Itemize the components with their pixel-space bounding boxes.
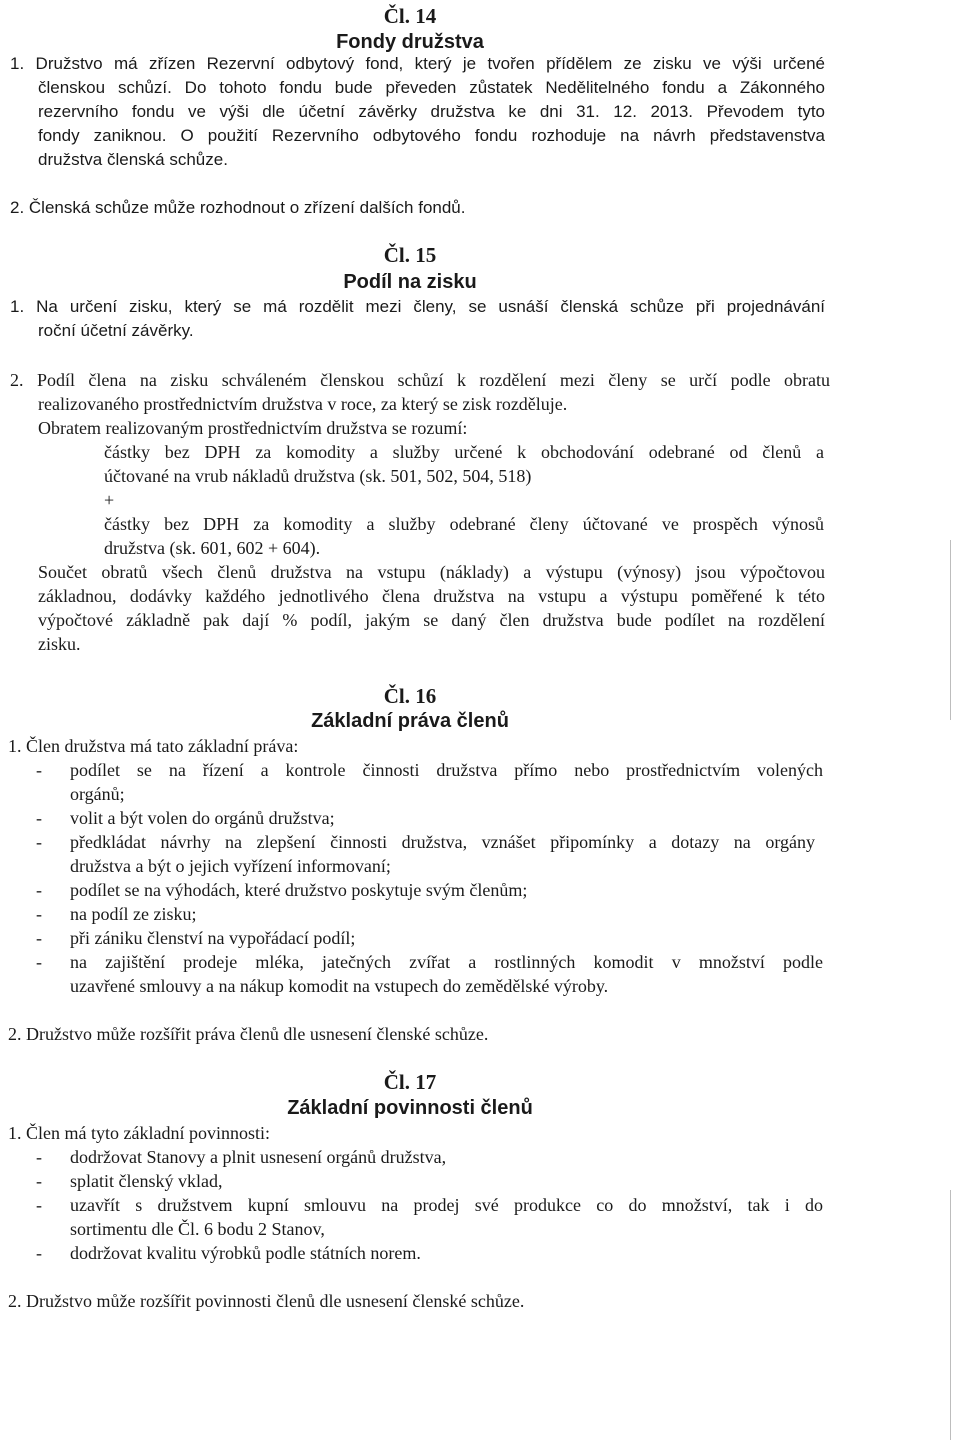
article-15-line: roční účetní závěrky. bbox=[38, 321, 194, 340]
article-14-line: rezervního fondu ve výši dle účetní závěrky družstva ke dni 31. 12. 2013. Převodem tyto bbox=[38, 102, 825, 121]
article-16-dash: - bbox=[36, 928, 42, 948]
article-17-heading: Čl. 17 bbox=[383, 1070, 437, 1094]
article-15-line: družstva (sk. 601, 602 + 604). bbox=[104, 538, 321, 558]
article-15-line: částky bez DPH za komodity a služby určené k obchodování odebrané od členů a bbox=[104, 442, 824, 462]
article-16-line: podílet se na řízení a kontrole činnosti družstva přímo nebo prostřednictvím volených bbox=[70, 760, 823, 780]
article-16-line: podílet se na výhodách, které družstvo poskytuje svým členům; bbox=[70, 880, 528, 900]
article-15-line: realizovaného prostřednictvím družstva v roce, za který se zisk rozděluje. bbox=[38, 394, 568, 414]
article-14-line: 1. Družstvo má zřízen Rezervní odbytový fond, který je tvořen přídělem ze zisku ve výši určené bbox=[10, 54, 825, 73]
article-17-line: dodržovat kvalitu výrobků podle státních norem. bbox=[70, 1243, 421, 1263]
article-16-dash: - bbox=[36, 808, 42, 828]
article-14-line: družstva členská schůze. bbox=[38, 150, 228, 169]
article-16-line: družstva a být o jejich vyřízení informovaní; bbox=[70, 856, 391, 876]
scan-edge-line bbox=[950, 1190, 951, 1440]
article-15-line: zisku. bbox=[38, 634, 81, 654]
article-15-line: Obratem realizovaným prostřednictvím družstva se rozumí: bbox=[38, 418, 468, 438]
article-16-heading: Čl. 16 bbox=[383, 684, 437, 708]
article-15-line: základnou, dodávky každého jednotlivého člena družstva na vstupu a výstupu poměřené k této bbox=[38, 586, 825, 606]
article-16-line: orgánů; bbox=[70, 784, 125, 804]
article-14-line: fondy zaniknou. O použití Rezervního odbytového fondu rozhoduje na návrh představenstva bbox=[38, 126, 825, 145]
article-14-line: členskou schůzí. Do tohoto fondu bude převeden zůstatek Nedělitelného fondu a Zákonného bbox=[38, 78, 825, 97]
article-16-dash: - bbox=[36, 832, 42, 852]
article-17-dash: - bbox=[36, 1147, 42, 1167]
article-15-heading: Čl. 15 bbox=[383, 243, 437, 267]
article-17-line: splatit členský vklad, bbox=[70, 1171, 223, 1191]
article-17-line: 1. Člen má tyto základní povinnosti: bbox=[8, 1123, 270, 1143]
article-16-line: uzavřené smlouvy a na nákup komodit na vstupech do zemědělské výroby. bbox=[70, 976, 609, 996]
article-15-line: 1. Na určení zisku, který se má rozdělit mezi členy, se usnáší členská schůze při projednávání bbox=[10, 297, 825, 316]
article-15-line: + bbox=[104, 490, 115, 510]
article-16-line: 2. Družstvo může rozšířit práva členů dle usnesení členské schůze. bbox=[8, 1024, 489, 1044]
article-16-line: 1. Člen družstva má tato základní práva: bbox=[8, 736, 299, 756]
scan-edge-line bbox=[950, 540, 951, 720]
article-14-title: Fondy družstva bbox=[336, 31, 484, 53]
article-16-line: předkládat návrhy na zlepšení činnosti družstva, vznášet připomínky a dotazy na orgány bbox=[70, 832, 815, 852]
article-16-line: na podíl ze zisku; bbox=[70, 904, 197, 924]
article-17-dash: - bbox=[36, 1195, 42, 1215]
article-15-line: Součet obratů všech členů družstva na vstupu (náklady) a výstupu (výnosy) jsou výpočtovou bbox=[38, 562, 825, 582]
article-16-line: při zániku členství na vypořádací podíl; bbox=[70, 928, 356, 948]
article-17-line: dodržovat Stanovy a plnit usnesení orgánů družstva, bbox=[70, 1147, 447, 1167]
article-17-line: uzavřít s družstvem kupní smlouvu na prodej své produkce co do množství, tak i do bbox=[70, 1195, 823, 1215]
article-15-line: výpočtové základně pak dají % podíl, jakým se daný člen družstva bude podílet na rozdělení bbox=[38, 610, 825, 630]
article-15-line: částky bez DPH za komodity a služby odebrané členy účtované ve prospěch výnosů bbox=[104, 514, 824, 534]
article-16-dash: - bbox=[36, 904, 42, 924]
article-16-line: volit a být volen do orgánů družstva; bbox=[70, 808, 335, 828]
article-17-dash: - bbox=[36, 1171, 42, 1191]
article-14-heading: Čl. 14 bbox=[383, 4, 437, 28]
article-17-line: 2. Družstvo může rozšířit povinnosti členů dle usnesení členské schůze. bbox=[8, 1291, 525, 1311]
article-17-dash: - bbox=[36, 1243, 42, 1263]
article-17-line: sortimentu dle Čl. 6 bodu 2 Stanov, bbox=[70, 1219, 325, 1239]
article-16-title: Základní práva členů bbox=[311, 710, 509, 732]
article-15-line: účtované na vrub nákladů družstva (sk. 501, 502, 504, 518) bbox=[104, 466, 532, 486]
article-16-dash: - bbox=[36, 760, 42, 780]
article-14-line: 2. Členská schůze může rozhodnout o zřízení dalších fondů. bbox=[10, 198, 466, 217]
article-16-dash: - bbox=[36, 880, 42, 900]
article-15-title: Podíl na zisku bbox=[343, 271, 477, 293]
article-16-dash: - bbox=[36, 952, 42, 972]
article-17-title: Základní povinnosti členů bbox=[287, 1097, 533, 1119]
article-16-line: na zajištění prodeje mléka, jatečných zvířat a rostlinných komodit v množství podle bbox=[70, 952, 823, 972]
article-15-line: 2. Podíl člena na zisku schváleném členskou schůzí k rozdělení mezi členy se určí podle obratu bbox=[10, 370, 830, 390]
